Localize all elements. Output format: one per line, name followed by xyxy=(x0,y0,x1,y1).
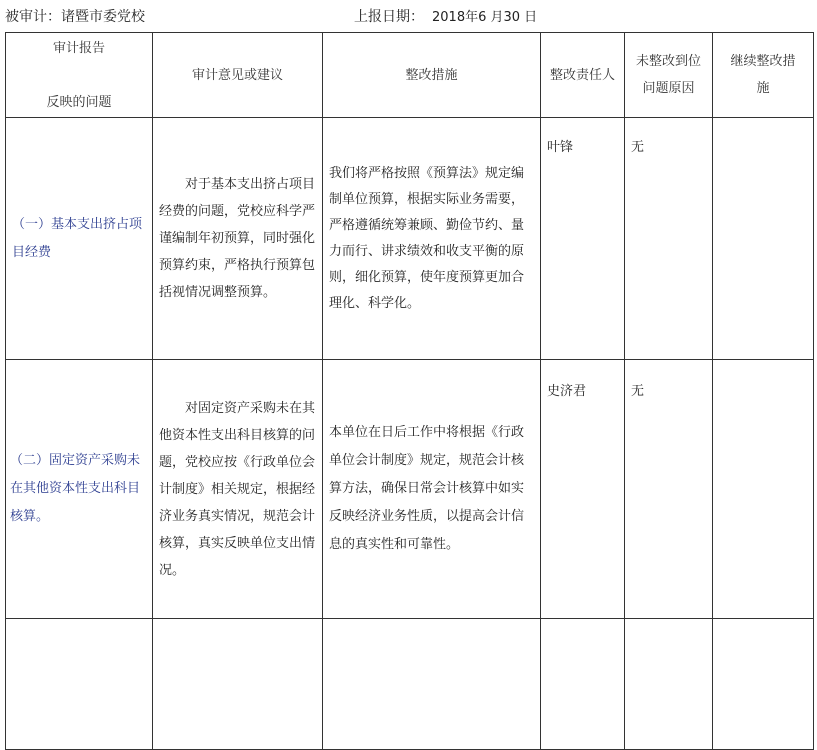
audited-unit xyxy=(5,6,145,26)
further-measures-cell xyxy=(713,360,814,619)
column-header-opinion: 审计意见或建议 xyxy=(153,33,323,118)
column-header-problem-line2: 反映的问题 xyxy=(46,94,112,110)
responsible-cell: 叶锋 xyxy=(541,118,625,360)
empty-cell xyxy=(713,619,814,750)
column-header-reason-line2: 问题原因 xyxy=(642,81,695,96)
responsible-cell: 史济君 xyxy=(541,360,625,619)
further-measures-cell xyxy=(713,118,814,360)
reason-cell: 无 xyxy=(625,118,713,360)
empty-cell xyxy=(323,619,541,750)
column-header-reason-line1: 未整改到位 xyxy=(635,54,701,69)
empty-cell xyxy=(6,619,153,750)
report-date xyxy=(354,6,537,26)
audited-unit-label: 被审计：诸暨市委党校 xyxy=(5,9,145,25)
measures-cell: 我们将严格按照《预算法》规定编制单位预算，根据实际业务需要，严格遵循统筹兼顾、勤俭节约、量力而行、讲求绩效和收支平衡的原则，细化预算，使年度预算更加合理化、科学化。 xyxy=(323,118,541,360)
column-header-reason xyxy=(625,33,713,118)
reason-cell: 无 xyxy=(625,360,713,619)
column-header-responsible: 整改责任人 xyxy=(541,33,625,118)
empty-cell xyxy=(153,619,323,750)
column-header-measures: 整改措施 xyxy=(323,33,541,118)
report-date-label: 上报日期： xyxy=(354,9,424,25)
column-header-problem-line1: 审计报告 xyxy=(52,40,105,56)
opinion-cell: 对固定资产采购未在其他资本性支出科目核算的问题，党校应按《行政单位会计制度》相关规定，根据经济业务真实情况，规范会计核算，真实反映单位支出情况。 xyxy=(153,360,323,619)
table-row xyxy=(6,360,814,619)
column-header-further xyxy=(713,33,814,118)
table-header-row xyxy=(6,33,814,118)
empty-cell xyxy=(625,619,713,750)
opinion-cell: 对于基本支出挤占项目经费的问题，党校应科学严谨编制年初预算，同时强化预算约束，严格执行预算包括视情况调整预算。 xyxy=(153,118,323,360)
audit-rectification-table xyxy=(5,32,814,750)
report-date-value: 2018年6 月30 日 xyxy=(432,10,538,25)
table-row xyxy=(6,118,814,360)
measures-cell: 本单位在日后工作中将根据《行政单位会计制度》规定，规范会计核算方法，确保日常会计核算中如实反映经济业务性质，以提高会计信息的真实性和可靠性。 xyxy=(323,360,541,619)
table-row-empty xyxy=(6,619,814,750)
column-header-further-line1: 继续整改措 xyxy=(730,54,796,69)
problem-cell: （一）基本支出挤占项目经费 xyxy=(6,118,153,360)
problem-cell: （二）固定资产采购未在其他资本性支出科目核算。 xyxy=(6,360,153,619)
empty-cell xyxy=(541,619,625,750)
column-header-problem xyxy=(6,33,153,118)
column-header-further-line2: 施 xyxy=(756,81,770,96)
